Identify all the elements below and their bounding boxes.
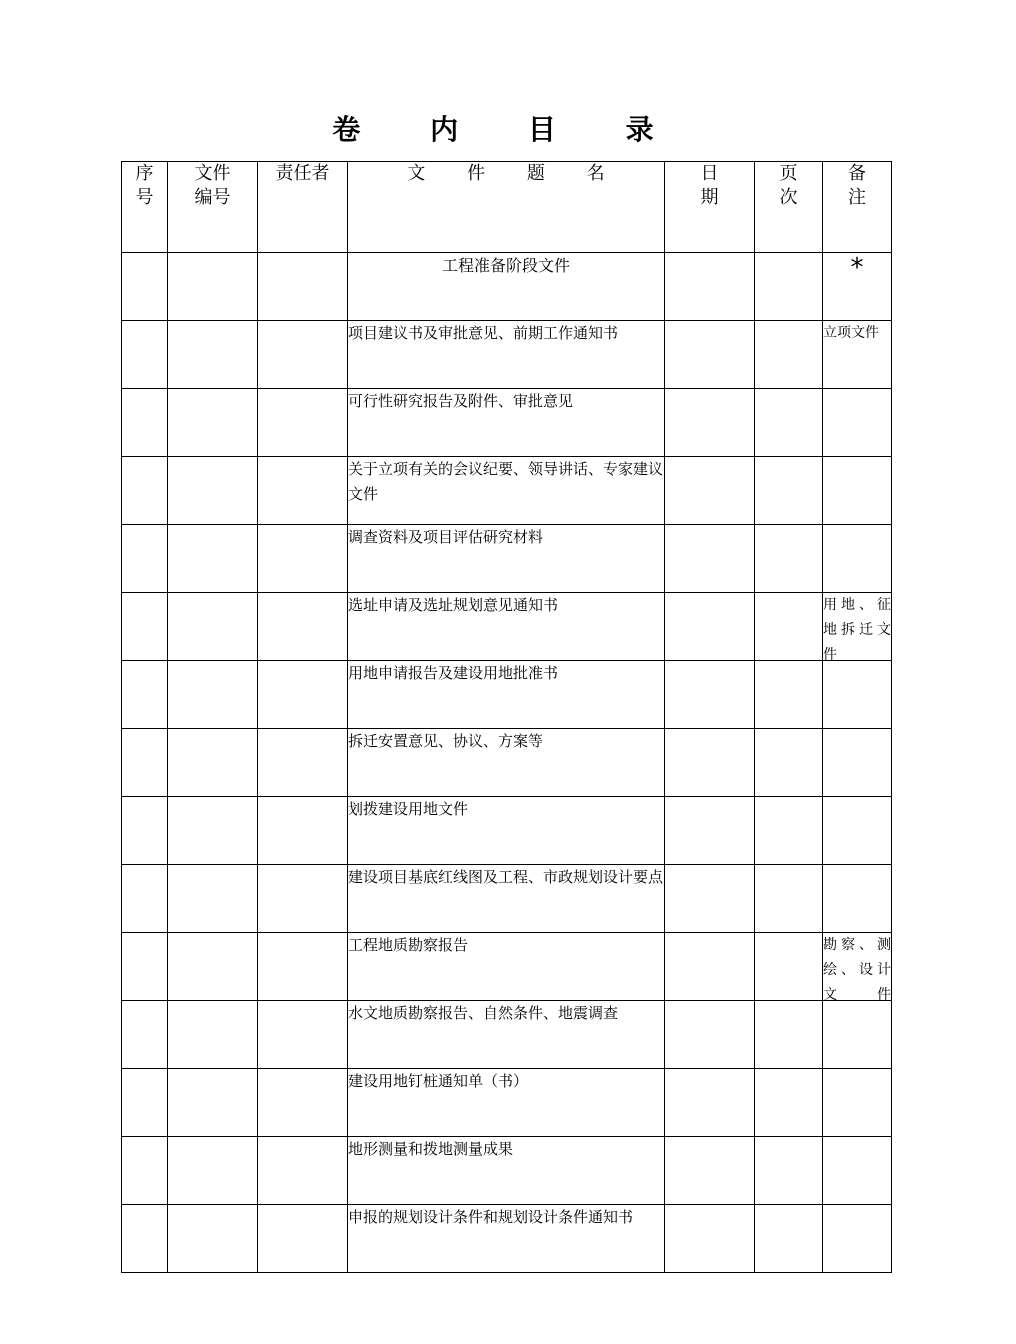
file-title-cell: 水文地质勘察报告、自然条件、地震调查 xyxy=(348,1001,665,1069)
seq-cell xyxy=(122,1069,168,1137)
remark-cell xyxy=(823,1069,892,1137)
remark-cell xyxy=(823,457,892,525)
responsible-cell xyxy=(258,865,348,933)
pages-cell xyxy=(755,729,823,797)
remark-cell xyxy=(823,1137,892,1205)
file-no-cell xyxy=(168,661,258,729)
responsible-cell xyxy=(258,1205,348,1273)
table-row xyxy=(122,1069,892,1137)
table-row xyxy=(122,1001,892,1069)
header-file-no-line2: 编号 xyxy=(194,187,231,208)
date-cell xyxy=(665,253,755,321)
header-file-no-line1: 文件 xyxy=(194,163,231,184)
seq-cell xyxy=(122,933,168,1001)
table-row xyxy=(122,933,892,1001)
header-date-line1: 日 xyxy=(700,163,719,184)
responsible-cell xyxy=(258,593,348,661)
remark-text xyxy=(823,525,891,585)
remark-text xyxy=(823,865,891,925)
remark-cell xyxy=(823,389,892,457)
file-no-cell xyxy=(168,389,258,457)
table-row xyxy=(122,389,892,457)
table-row xyxy=(122,729,892,797)
seq-cell xyxy=(122,1001,168,1069)
seq-cell xyxy=(122,1205,168,1273)
file-no-cell xyxy=(168,865,258,933)
file-title-cell: 申报的规划设计条件和规划设计条件通知书 xyxy=(348,1205,665,1273)
file-title-cell: 用地申请报告及建设用地批准书 xyxy=(348,661,665,729)
responsible-cell xyxy=(258,933,348,1001)
remark-text xyxy=(823,1137,891,1197)
table-row xyxy=(122,593,892,661)
file-no-cell xyxy=(168,253,258,321)
date-cell xyxy=(665,797,755,865)
responsible-cell xyxy=(258,729,348,797)
table-row xyxy=(122,1205,892,1273)
table-row xyxy=(122,661,892,729)
pages-cell xyxy=(755,1205,823,1273)
remark-text xyxy=(823,457,891,517)
table-row xyxy=(122,321,892,389)
header-seq-line1: 序 xyxy=(135,163,154,184)
remark-cell xyxy=(823,321,892,389)
responsible-cell xyxy=(258,1069,348,1137)
responsible-cell xyxy=(258,321,348,389)
file-title-cell: 项目建议书及审批意见、前期工作通知书 xyxy=(348,321,665,389)
responsible-cell xyxy=(258,1137,348,1205)
header-pages xyxy=(755,162,823,253)
section-row xyxy=(122,253,892,321)
seq-cell xyxy=(122,253,168,321)
pages-cell xyxy=(755,593,823,661)
header-date xyxy=(665,162,755,253)
file-title-cell: 调查资料及项目评估研究材料 xyxy=(348,525,665,593)
date-cell xyxy=(665,593,755,661)
seq-cell xyxy=(122,1137,168,1205)
pages-cell xyxy=(755,1137,823,1205)
file-title-cell: 建设项目基底红线图及工程、市政规划设计要点 xyxy=(348,865,665,933)
date-cell xyxy=(665,865,755,933)
pages-cell xyxy=(755,457,823,525)
seq-cell xyxy=(122,457,168,525)
file-title-cell: 划拨建设用地文件 xyxy=(348,797,665,865)
pages-cell xyxy=(755,865,823,933)
remark-text xyxy=(823,729,891,789)
remark-text xyxy=(823,1069,891,1129)
table-row xyxy=(122,457,892,525)
remark-cell xyxy=(823,593,892,661)
remark-text xyxy=(823,1001,891,1061)
file-no-cell xyxy=(168,1137,258,1205)
file-title-cell: 地形测量和拨地测量成果 xyxy=(348,1137,665,1205)
pages-cell xyxy=(755,797,823,865)
page-title: 卷 内 目 录 xyxy=(332,113,684,146)
pages-cell xyxy=(755,389,823,457)
pages-cell xyxy=(755,1069,823,1137)
responsible-cell xyxy=(258,457,348,525)
file-no-cell xyxy=(168,525,258,593)
remark-cell xyxy=(823,729,892,797)
section-remark-mark: * xyxy=(823,253,892,321)
seq-cell xyxy=(122,661,168,729)
pages-cell xyxy=(755,661,823,729)
remark-cell xyxy=(823,525,892,593)
file-no-cell xyxy=(168,593,258,661)
file-no-cell xyxy=(168,321,258,389)
remark-text xyxy=(823,1205,891,1265)
seq-cell xyxy=(122,797,168,865)
responsible-cell xyxy=(258,389,348,457)
date-cell xyxy=(665,1001,755,1069)
file-no-cell xyxy=(168,933,258,1001)
header-pages-line2: 次 xyxy=(779,187,798,208)
header-row xyxy=(122,162,892,253)
file-no-cell xyxy=(168,457,258,525)
catalog-table xyxy=(121,161,892,1273)
date-cell xyxy=(665,457,755,525)
header-seq xyxy=(122,162,168,253)
header-file-no xyxy=(168,162,258,253)
pages-cell xyxy=(755,933,823,1001)
header-responsible: 责任者 xyxy=(258,162,348,253)
header-remarks-line2: 注 xyxy=(848,187,866,208)
date-cell xyxy=(665,729,755,797)
file-title-cell: 可行性研究报告及附件、审批意见 xyxy=(348,389,665,457)
responsible-cell xyxy=(258,525,348,593)
seq-cell xyxy=(122,865,168,933)
pages-cell xyxy=(755,1001,823,1069)
remark-cell xyxy=(823,797,892,865)
remark-text xyxy=(823,797,891,857)
seq-cell xyxy=(122,593,168,661)
date-cell xyxy=(665,933,755,1001)
header-seq-line2: 号 xyxy=(135,187,154,208)
remark-text xyxy=(823,661,891,721)
remark-text: 用地、征地拆迁文件 xyxy=(823,597,891,663)
table-row xyxy=(122,525,892,593)
remark-cell xyxy=(823,1001,892,1069)
date-cell xyxy=(665,1137,755,1205)
table-row xyxy=(122,1137,892,1205)
table-row xyxy=(122,797,892,865)
file-no-cell xyxy=(168,797,258,865)
responsible-cell xyxy=(258,661,348,729)
responsible-cell xyxy=(258,1001,348,1069)
remark-cell xyxy=(823,661,892,729)
file-title-cell: 选址申请及选址规划意见通知书 xyxy=(348,593,665,661)
seq-cell xyxy=(122,389,168,457)
responsible-cell xyxy=(258,253,348,321)
remark-cell xyxy=(823,865,892,933)
remark-text: 勘察、测绘、设计文件 xyxy=(823,937,891,1003)
remark-cell xyxy=(823,1205,892,1273)
seq-cell xyxy=(122,321,168,389)
remark-cell xyxy=(823,933,892,1001)
section-title: 工程准备阶段文件 xyxy=(348,253,665,321)
seq-cell xyxy=(122,525,168,593)
file-title-cell: 建设用地钉桩通知单（书） xyxy=(348,1069,665,1137)
file-no-cell xyxy=(168,1205,258,1273)
responsible-cell xyxy=(258,797,348,865)
header-remarks xyxy=(823,162,892,253)
header-remarks-line1: 备 xyxy=(848,163,866,184)
remark-text: 立项文件 xyxy=(823,325,879,341)
remark-text xyxy=(823,389,891,449)
file-no-cell xyxy=(168,1069,258,1137)
date-cell xyxy=(665,389,755,457)
date-cell xyxy=(665,1069,755,1137)
date-cell xyxy=(665,321,755,389)
file-title-cell: 拆迁安置意见、协议、方案等 xyxy=(348,729,665,797)
header-file-title: 文 件 题 名 xyxy=(348,162,665,253)
header-date-line2: 期 xyxy=(700,187,719,208)
table-row xyxy=(122,865,892,933)
date-cell xyxy=(665,525,755,593)
pages-cell xyxy=(755,525,823,593)
pages-cell xyxy=(755,321,823,389)
header-pages-line1: 页 xyxy=(779,163,798,184)
file-no-cell xyxy=(168,729,258,797)
seq-cell xyxy=(122,729,168,797)
pages-cell xyxy=(755,253,823,321)
file-no-cell xyxy=(168,1001,258,1069)
date-cell xyxy=(665,1205,755,1273)
file-title-cell: 工程地质勘察报告 xyxy=(348,933,665,1001)
date-cell xyxy=(665,661,755,729)
file-title-cell: 关于立项有关的会议纪要、领导讲话、专家建议文件 xyxy=(348,457,665,525)
